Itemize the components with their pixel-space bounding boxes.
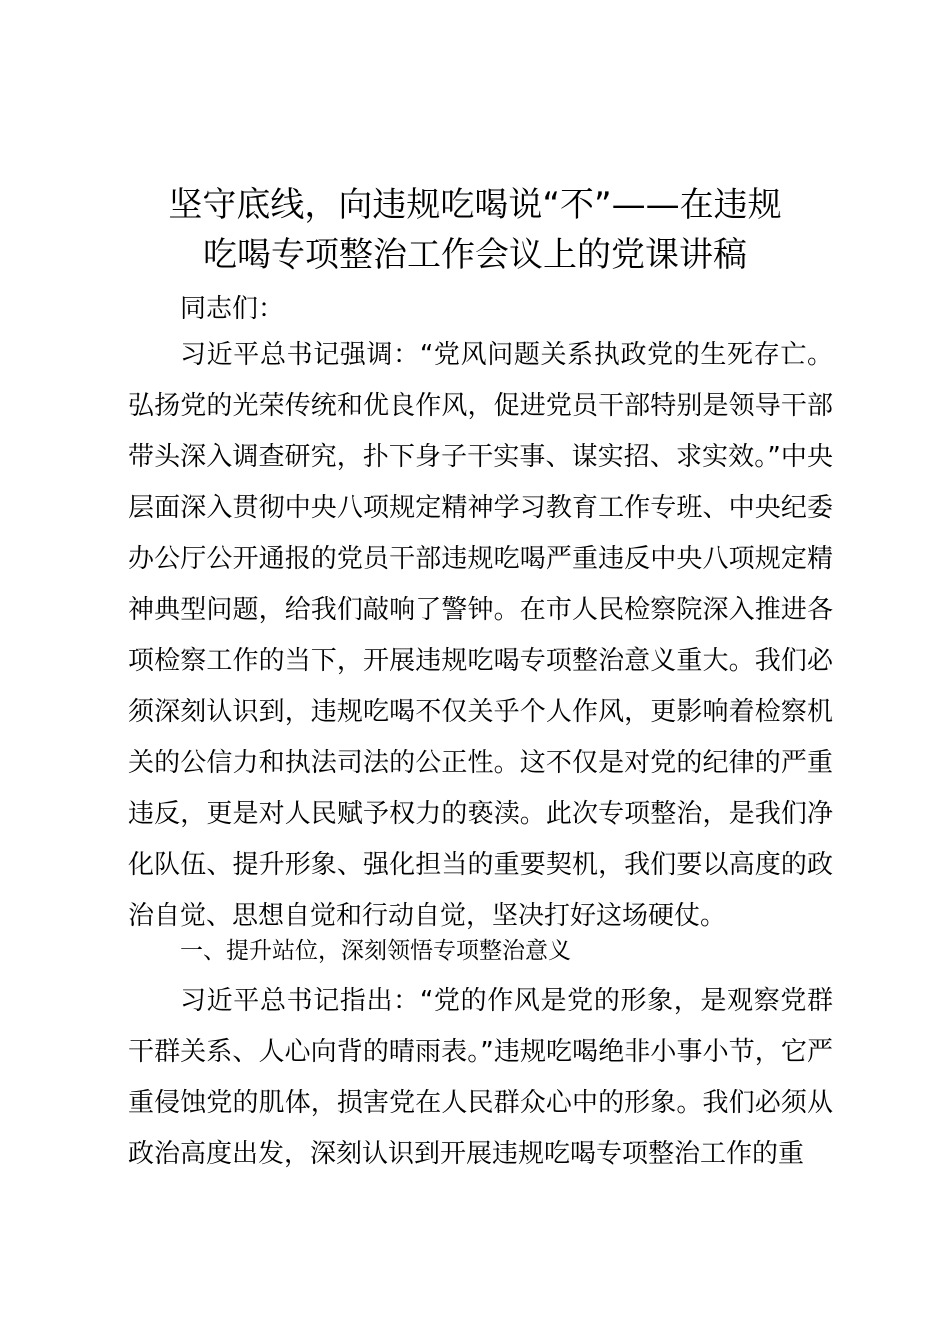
- document-title-line-2: 吃喝专项整治工作会议上的党课讲稿: [203, 235, 747, 275]
- document-title-line-1: 坚守底线，向违规吃喝说“不”——在违规: [168, 185, 782, 225]
- paragraph-2: 习近平总书记指出：“党的作风是党的形象，是观察党群干群关系、人心向背的晴雨表。”违规吃喝绝非小事小节，它严重侵蚀党的肌体，损害党在人民群众心中的形象。我们必须从政治高度出发，深刻认识到开展违规吃喝专项整治工作的重: [128, 986, 833, 1169]
- section-heading-1: 一、提升站位，深刻领悟专项整治意义: [180, 938, 571, 964]
- greeting: 同志们：: [180, 294, 285, 324]
- paragraph-1: 习近平总书记强调：“党风问题关系执政党的生死存亡。弘扬党的光荣传统和优良作风，促进党员干部特别是领导干部带头深入调查研究，扑下身子干实事、谋实招、求实效。”中央层面深入贯彻中央八项规定精神学习教育工作专班、中央纪委办公厅公开通报的党员干部违规吃喝严重违反中央八项规定精神典型问题，给我们敲响了警钟。在市人民检察院深入推进各项检察工作的当下，开展违规吃喝专项整治意义重大。我们必须深刻认识到，违规吃喝不仅关乎个人作风，更影响着检察机关的公信力和执法司法的公正性。这不仅是对党的纪律的严重违反，更是对人民赋予权力的亵渎。此次专项整治，是我们净化队伍、提升形象、强化担当的重要契机，我们要以高度的政治自觉、思想自觉和行动自觉，坚决打好这场硬仗。: [128, 340, 833, 931]
